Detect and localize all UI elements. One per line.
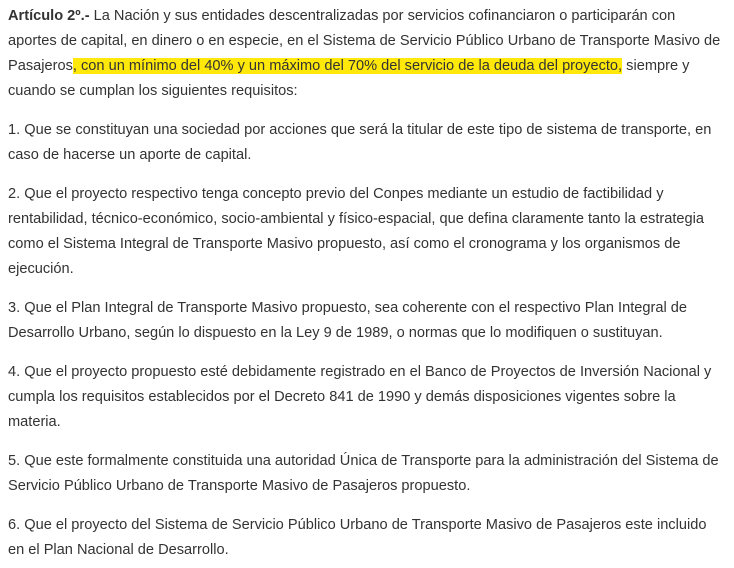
intro-text-before: La Nación y sus entidades descentralizadas por servicios cofinanciaron o participarán con aportes de capital, en dinero o en especie, en el Sistema de Servicio Público Urbano de Transporte Masivo de Pasajeros — [8, 8, 721, 74]
requirement-item-1: 1. Que se constituyan una sociedad por acciones que será la titular de este tipo de sistema de transporte, en caso de hacerse un aporte de capital. — [8, 122, 712, 163]
requirement-item-5: 5. Que este formalmente constituida una autoridad Única de Transporte para la administración del Sistema de Servicio Público Urbano de Transporte Masivo de Pasajeros propuesto. — [8, 453, 719, 494]
requirement-item-3: 3. Que el Plan Integral de Transporte Masivo propuesto, sea coherente con el respectivo Plan Integral de Desarrollo Urbano, según lo dispuesto en la Ley 9 de 1989, o normas que lo modifiquen o sustituyan. — [8, 300, 688, 341]
requirement-item-6: 6. Que el proyecto del Sistema de Servicio Público Urbano de Transporte Masivo de Pasajeros este incluido en el Plan Nacional de Desarrollo. — [8, 517, 707, 558]
article-intro-paragraph — [8, 4, 726, 104]
requirement-item-4: 4. Que el proyecto propuesto esté debidamente registrado en el Banco de Proyectos de Inversión Nacional y cumpla los requisitos establecidos por el Decreto 841 de 1990 y demás disposiciones vigentes sobre la materia. — [8, 364, 712, 430]
article-heading: Artículo 2º.- — [8, 8, 90, 24]
highlighted-text: , con un mínimo del 40% y un máximo del 70% del servicio de la deuda del proyecto, — [72, 58, 623, 74]
intro-text-after: siempre y cuando se cumplan los siguientes requisitos: — [8, 58, 690, 99]
requirement-item-2: 2. Que el proyecto respectivo tenga concepto previo del Conpes mediante un estudio de factibilidad y rentabilidad, técnico-económico, socio-ambiental y físico-espacial, que defina claramente tanto la estrategia como el Sistema Integral de Transporte Masivo propuesto, así como el cronograma y los organismos de ejecución. — [8, 186, 705, 277]
